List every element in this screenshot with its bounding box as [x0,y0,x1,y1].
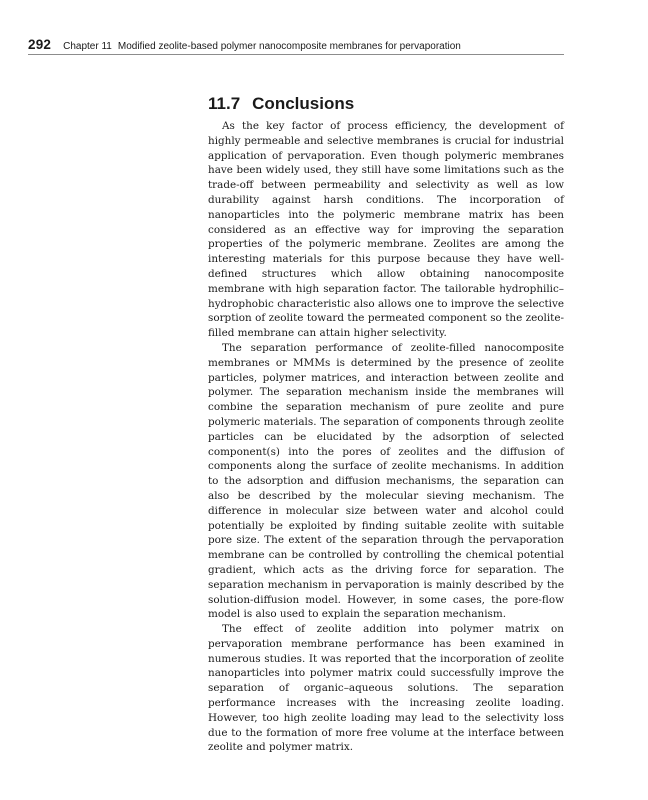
running-header [28,36,564,55]
page-number: 292 [28,37,52,52]
section-title: Conclusions [252,94,355,113]
paragraph-3: The effect of zeolite addition into polymer matrix on pervaporation membrane performance has been examined in numerous studies. It was reported that the incorporation of zeolite nanoparticles into polymer matrix could successfully improve the separation of organic–aqueous solutions. The separation performance increases with the increasing zeolite loading. However, too high zeolite loading may lead to the selectivity loss due to the formation of more free volume at the interface between zeolite and polymer matrix. [208,623,564,754]
section-heading [208,94,354,114]
chapter-label: Chapter 11 [63,41,112,52]
paragraph-2: The separation performance of zeolite-filled nanocomposite membranes or MMMs is determined by the presence of zeolite particles, polymer matrices, and interaction between zeolite and polymer. The separation mechanism inside the membranes will combine the separation mechanism of pure zeolite and pure polymeric materials. The separation of components through zeolite particles can be elucidated by the adsorption of selected component(s) into the pores of zeolites and the diffusion of components along the surface of zeolite mechanisms. In addition to the adsorption and diffusion mechanisms, the separation can also be described by the molecular sieving mechanism. The difference in molecular size between water and alcohol could potentially be exploited by finding suitable zeolite with suitable pore size. The extent of the separation through the pervaporation membrane can be controlled by controlling the chemical potential gradient, which acts as the driving force for separation. The separation mechanism in pervaporation is mainly described by the solution-diffusion model. However, in some cases, the pore-flow model is also used to explain the separation mechanism. [208,341,564,621]
body-text [208,119,564,755]
paragraph-1: As the key factor of process efficiency, the development of highly permeable and selective membranes is crucial for industrial application of pervaporation. Even though polymeric membranes have been widely used, they still have some limitations such as the trade-off between permeability and selectivity as well as low durability against harsh conditions. The incorporation of nanoparticles into the polymeric membrane matrix has been considered as an effective way for improving the separation properties of the polymeric membrane. Zeolites are among the interesting materials for this purpose because they have well-defined structures which allow obtaining nanocomposite membrane with high separation factor. The tailorable hydrophilic–hydrophobic characteristic also allows one to improve the selective sorption of zeolite toward the permeated component so the zeolite-filled membrane can attain higher selectivity. [208,120,564,340]
chapter-title: Modified zeolite-based polymer nanocomposite membranes for pervaporation [117,41,461,52]
section-number: 11.7 [208,94,241,113]
